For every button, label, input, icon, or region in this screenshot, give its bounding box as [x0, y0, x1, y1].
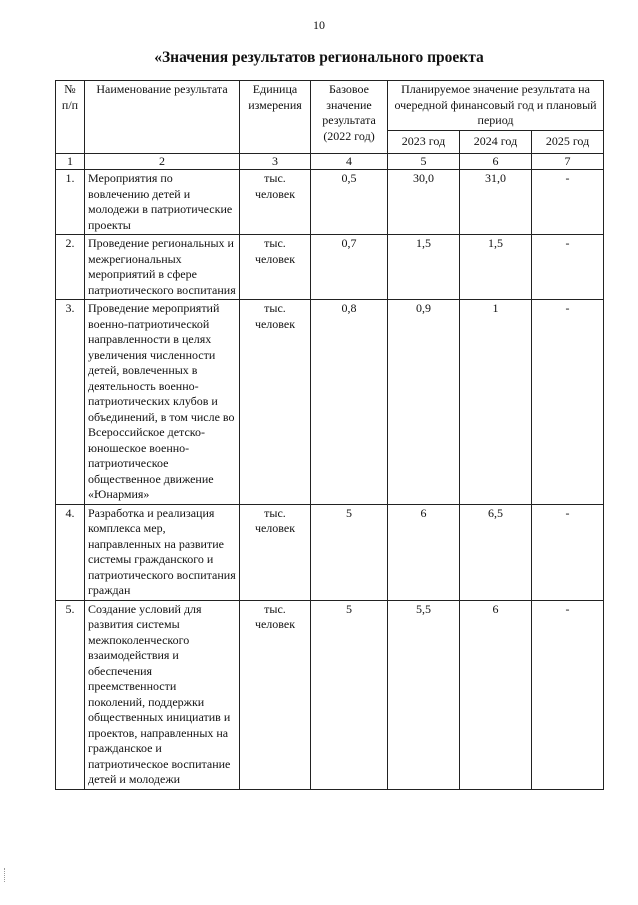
- row-number: 2.: [56, 235, 85, 300]
- value-2024: 6: [460, 600, 532, 789]
- header-name: Наименование результата: [85, 81, 240, 154]
- header-unit: Единица измерения: [240, 81, 311, 154]
- results-table: [55, 80, 604, 790]
- document-title: «Значения результатов регионального проекта: [154, 49, 484, 66]
- result-name: Разработка и реализация комплекса мер, направленных на развитие системы гражданского и патриотического воспитания граждан: [85, 504, 240, 600]
- table-row: [56, 235, 604, 300]
- value-2025: -: [532, 170, 604, 235]
- base-value: 0,8: [311, 300, 388, 505]
- result-name: Мероприятия по вовлечению детей и молодежи в патриотические проекты: [85, 170, 240, 235]
- row-number: 4.: [56, 504, 85, 600]
- base-value: 0,5: [311, 170, 388, 235]
- page-number: 10: [313, 18, 325, 32]
- header-year-2023: 2023 год: [388, 130, 460, 154]
- row-number: 1.: [56, 170, 85, 235]
- unit: тыс. человек: [240, 300, 311, 505]
- value-2025: -: [532, 300, 604, 505]
- value-2023: 1,5: [388, 235, 460, 300]
- unit: тыс. человек: [240, 600, 311, 789]
- column-index: 2: [85, 154, 240, 170]
- unit: тыс. человек: [240, 235, 311, 300]
- value-2025: -: [532, 600, 604, 789]
- value-2025: -: [532, 504, 604, 600]
- unit: тыс. человек: [240, 504, 311, 600]
- scan-margin-mark: [4, 868, 7, 882]
- base-value: 5: [311, 504, 388, 600]
- column-index: 6: [460, 154, 532, 170]
- row-number: 3.: [56, 300, 85, 505]
- value-2023: 0,9: [388, 300, 460, 505]
- column-index: 4: [311, 154, 388, 170]
- value-2023: 30,0: [388, 170, 460, 235]
- header-number: № п/п: [56, 81, 85, 154]
- value-2024: 6,5: [460, 504, 532, 600]
- value-2024: 1,5: [460, 235, 532, 300]
- table-row: [56, 504, 604, 600]
- value-2025: -: [532, 235, 604, 300]
- result-name: Проведение мероприятий военно-патриотической направленности в целях увеличения численности детей, вовлеченных в деятельность военно-патриотических клубов и объединений, в том числе во Всероссийское детско-юношеское военно-патриотическое общественное движение «Юнармия»: [85, 300, 240, 505]
- base-value: 5: [311, 600, 388, 789]
- result-name: Проведение региональных и межрегиональных мероприятий в сфере патриотического воспитания: [85, 235, 240, 300]
- value-2023: 6: [388, 504, 460, 600]
- result-name: Создание условий для развития системы межпоколенческого взаимодействия и обеспечения преемственности поколений, поддержки общественных инициатив и проектов, направленных на гражданское и патриотическое воспитание детей и молодежи: [85, 600, 240, 789]
- header-year-2024: 2024 год: [460, 130, 532, 154]
- header-planned-value: Планируемое значение результата на очередной финансовый год и плановый период: [388, 81, 604, 131]
- table-row: [56, 600, 604, 789]
- row-number: 5.: [56, 600, 85, 789]
- column-index: 1: [56, 154, 85, 170]
- column-index: 7: [532, 154, 604, 170]
- header-row: [56, 81, 604, 131]
- value-2023: 5,5: [388, 600, 460, 789]
- value-2024: 31,0: [460, 170, 532, 235]
- column-index: 3: [240, 154, 311, 170]
- header-base-value: Базовое значение результата (2022 год): [311, 81, 388, 154]
- table-row: [56, 300, 604, 505]
- table-row: [56, 170, 604, 235]
- column-index-row: [56, 154, 604, 170]
- unit: тыс. человек: [240, 170, 311, 235]
- value-2024: 1: [460, 300, 532, 505]
- base-value: 0,7: [311, 235, 388, 300]
- header-year-2025: 2025 год: [532, 130, 604, 154]
- column-index: 5: [388, 154, 460, 170]
